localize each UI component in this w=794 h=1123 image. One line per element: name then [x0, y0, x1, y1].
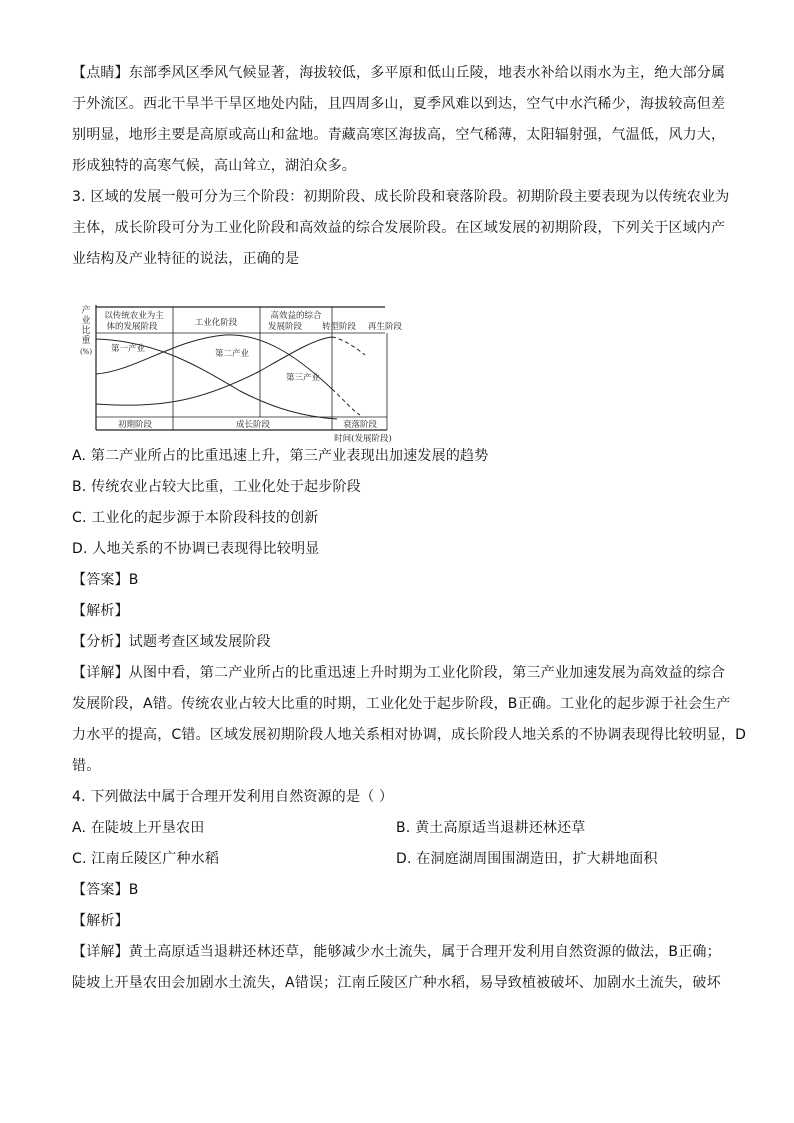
y-axis-char-3: 比 — [81, 326, 91, 336]
stage-label-regeneration: 再生阶段 — [367, 322, 403, 332]
q3-stem-line-2: 主体，成长阶段可分为工业化阶段和高效益的综合发展阶段。在区域发展的初期阶段，下列关于区域内产 — [72, 220, 726, 236]
region-development-diagram — [75, 299, 405, 444]
q4-option-a: A. 在陡坡上开垦农田 — [72, 820, 205, 836]
stage-label-transition: 转型阶段 — [321, 322, 357, 332]
tip-line-2: 于外流区。西北干旱半干旱区地处内陆，且四周多山，夏季风难以到达，空气中水汽稀少，海拔较高但差 — [72, 96, 726, 112]
q3-detail-line-2: 发展阶段，A错。传统农业占较大比重的时期，工业化处于起步阶段，B正确。工业化的起步源于社会生产 — [72, 696, 731, 712]
q3-stem-line-3: 业结构及产业特征的说法，正确的是 — [72, 251, 300, 267]
q3-detail-line-4: 错。 — [72, 758, 101, 774]
tip-line-4: 形成独特的高寒气候，高山耸立，湖泊众多。 — [72, 158, 356, 174]
q4-options-row-2 — [72, 844, 724, 875]
stage-label-traditional-2: 体的发展阶段 — [106, 322, 158, 332]
q3-option-a: A. 第二产业所占的比重迅速上升，第三产业表现出加速发展的趋势 — [72, 448, 489, 464]
q3-analysis-label: 【解析】 — [72, 603, 129, 619]
q4-option-d: D. 在洞庭湖周围围湖造田，扩大耕地面积 — [396, 851, 658, 867]
tip-line-3: 别明显，地形主要是高原或高山和盆地。青藏高寒区海拔高，空气稀薄，太阳辐射强，气温低，风力大， — [72, 127, 726, 143]
stage-label-industrial: 工业化阶段 — [194, 318, 238, 328]
q4-analysis-label: 【解析】 — [72, 913, 129, 929]
q4-options-row-1 — [72, 813, 724, 844]
q3-detail-line-1: 【详解】从图中看，第二产业所占的比重迅速上升时期为工业化阶段，第三产业加速发展为高效益的综合 — [72, 665, 726, 681]
curve-label-tertiary: 第三产业 — [286, 373, 321, 383]
y-axis-char-2: 业 — [81, 316, 91, 326]
bottom-stage-initial: 初期阶段 — [117, 420, 153, 430]
bottom-stage-growth: 成长阶段 — [235, 420, 271, 430]
q3-analysis-intro: 【分析】试题考查区域发展阶段 — [72, 634, 271, 650]
y-axis-char-5: (%) — [79, 348, 93, 356]
curve-tertiary-dashed — [332, 337, 365, 355]
curve-secondary-dashed — [332, 389, 360, 415]
q4-stem: 4. 下列做法中属于合理开发利用自然资源的是（ ） — [72, 789, 394, 805]
q3-option-d: D. 人地关系的不协调已表现得比较明显 — [72, 541, 320, 557]
y-axis-char-4: 重 — [81, 336, 91, 346]
x-axis-label: 时间(发展阶段) — [334, 434, 392, 444]
q4-detail-line-1: 【详解】黄土高原适当退耕还林还草，能够减少水土流失，属于合理开发利用自然资源的做法，B正确； — [72, 944, 721, 960]
q4-option-b: B. 黄土高原适当退耕还林还草 — [396, 820, 586, 836]
stage-label-traditional-1: 以传统农业为主 — [104, 311, 164, 321]
q3-detail-line-3: 力水平的提高，C错。区域发展初期阶段人地关系相对协调，成长阶段人地关系的不协调表现得比较明显，D — [72, 727, 747, 743]
document-page — [72, 58, 747, 999]
curve-label-secondary: 第二产业 — [215, 349, 250, 359]
q3-stem-line-1: 3. 区域的发展一般可分为三个阶段：初期阶段、成长阶段和衰落阶段。初期阶段主要表现为以传统农业为 — [72, 189, 730, 205]
q3-answer: 【答案】B — [72, 572, 139, 588]
y-axis-char-1: 产 — [81, 306, 91, 316]
curve-label-primary: 第一产业 — [111, 344, 146, 354]
stage-label-efficient-2: 发展阶段 — [267, 322, 303, 332]
q4-answer: 【答案】B — [72, 882, 139, 898]
tip-line-1: 【点睛】东部季风区季风气候显著，海拔较低，多平原和低山丘陵，地表水补给以雨水为主，绝大部分属 — [72, 65, 726, 81]
q4-detail-line-2: 陡坡上开垦农田会加剧水土流失，A错误；江南丘陵区广种水稻，易导致植被破坏、加剧水土流失，破坏 — [72, 975, 721, 991]
stage-label-efficient-1: 高效益的综合 — [270, 311, 322, 321]
bottom-stage-decline: 衰落阶段 — [342, 420, 378, 430]
q3-option-b: B. 传统农业占较大比重，工业化处于起步阶段 — [72, 479, 361, 495]
q3-option-c: C. 工业化的起步源于本阶段科技的创新 — [72, 510, 319, 526]
q4-option-c: C. 江南丘陵区广种水稻 — [72, 851, 220, 867]
